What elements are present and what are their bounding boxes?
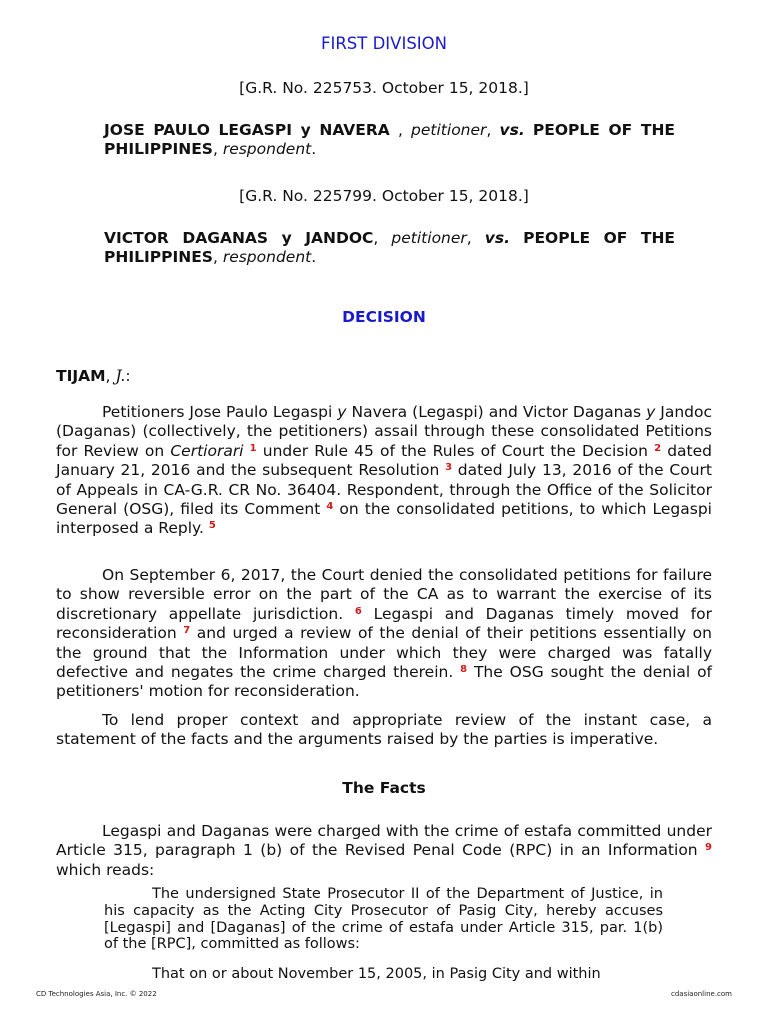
decision-title: DECISION [342, 308, 426, 326]
footnote-ref[interactable]: 9 [705, 842, 712, 854]
case2-grno: [G.R. No. 225799. October 15, 2018.] [239, 187, 529, 205]
block-quote-2: That on or about November 15, 2005, in Pasig City and within [152, 966, 601, 982]
paragraph-2: On September 6, 2017, the Court denied the consolidated petitions for failure to show reversible error on the part of the CA as to warrant the exercise of its discretionary appellate jurisdiction. $^6$ Legaspi and Daganas timely moved for reconsideration $^7$ and urged a review of the denial of their petitions essentially on the ground that the Information under which they were charged was fatally defective and negates the crime charged therein. $^8$ The OSG sought the denial of petitioners' motion for reconsideration. [56, 566, 713, 701]
respondent-role: respondent [222, 140, 312, 158]
case1-grno: [G.R. No. 225753. October 15, 2018.] [239, 79, 529, 97]
paragraph-4: Legaspi and Daganas were charged with the crime of estafa committed under Article 315, paragraph 1 (b) of the Revised Penal Code (RPC) in an Information $^9$ which reads: [56, 822, 712, 879]
ponente: TIJAM, J.: [56, 367, 131, 385]
case1-petitioner: JOSE PAULO LEGASPI y NAVERA [104, 121, 390, 139]
footnote-ref[interactable]: 1 [249, 442, 257, 454]
ponente-name: TIJAM [56, 367, 106, 385]
respondent-role: respondent [222, 248, 312, 266]
footnote-ref[interactable]: 2 [654, 442, 662, 454]
footnote-ref[interactable]: 4 [326, 501, 334, 513]
section-heading-facts: The Facts [342, 779, 426, 797]
footnote-ref[interactable]: 7 [183, 625, 191, 637]
paragraph-1: Petitioners Jose Paulo Legaspi y Navera (Legaspi) and Victor Daganas y Jandoc (Daganas) (collectively, the petitioners) assail through these consolidated Petitions for Review on Certiorari $^1$ under Rule 45 of the Rules of Court the Decision $^2$ dated January 21, 2016 and the subsequent Resolution $^3$ dated July 13, 2016 of the Court of Appeals in CA-G.R. CR No. 36404. Respondent, through the Office of the Solicitor General (OSG), filed its Comment $^4$ on the consolidated petitions, to which Legaspi interposed a Reply. $^5$ [56, 403, 713, 538]
footnote-ref[interactable]: 3 [445, 462, 453, 474]
division-title: FIRST DIVISION [320, 34, 447, 53]
case2-parties: VICTOR DAGANAS y JANDOC, petitioner, vs. PEOPLE OF THE PHILIPPINES, respondent. [104, 229, 676, 266]
case1-respondent: PEOPLE OF THE PHILIPPINES [104, 121, 676, 158]
case2-respondent: PEOPLE OF THE PHILIPPINES [104, 229, 676, 266]
paragraph-3: To lend proper context and appropriate review of the instant case, a statement of the facts and the arguments raised by the parties is imperative. [56, 711, 712, 749]
footnote-ref[interactable]: 8 [460, 664, 468, 676]
footnote-ref[interactable]: 6 [354, 605, 362, 617]
petitioner-role: petitioner [411, 121, 487, 139]
footer-site[interactable]: cdasiaonline.com [671, 990, 732, 998]
versus: vs. [499, 121, 525, 139]
case2-petitioner: VICTOR DAGANAS y JANDOC [104, 229, 374, 247]
versus: vs. [484, 229, 510, 247]
ponente-suffix: J. [115, 367, 126, 385]
footnote-ref[interactable]: 5 [208, 520, 216, 532]
petitioner-role: petitioner [391, 229, 467, 247]
footer-copyright: CD Technologies Asia, Inc. © 2022 [36, 990, 157, 998]
block-quote-1: The undersigned State Prosecutor II of the Department of Justice, in his capacity as the Acting City Prosecutor of Pasig City, hereby accuses [Legaspi] and [Daganas] of the crime of estafa under Article 315, par. 1(b) of the [RPC], committed as follows: [104, 886, 663, 953]
case1-parties: JOSE PAULO LEGASPI y NAVERA , petitioner, vs. PEOPLE OF THE PHILIPPINES, respondent. [104, 121, 676, 158]
